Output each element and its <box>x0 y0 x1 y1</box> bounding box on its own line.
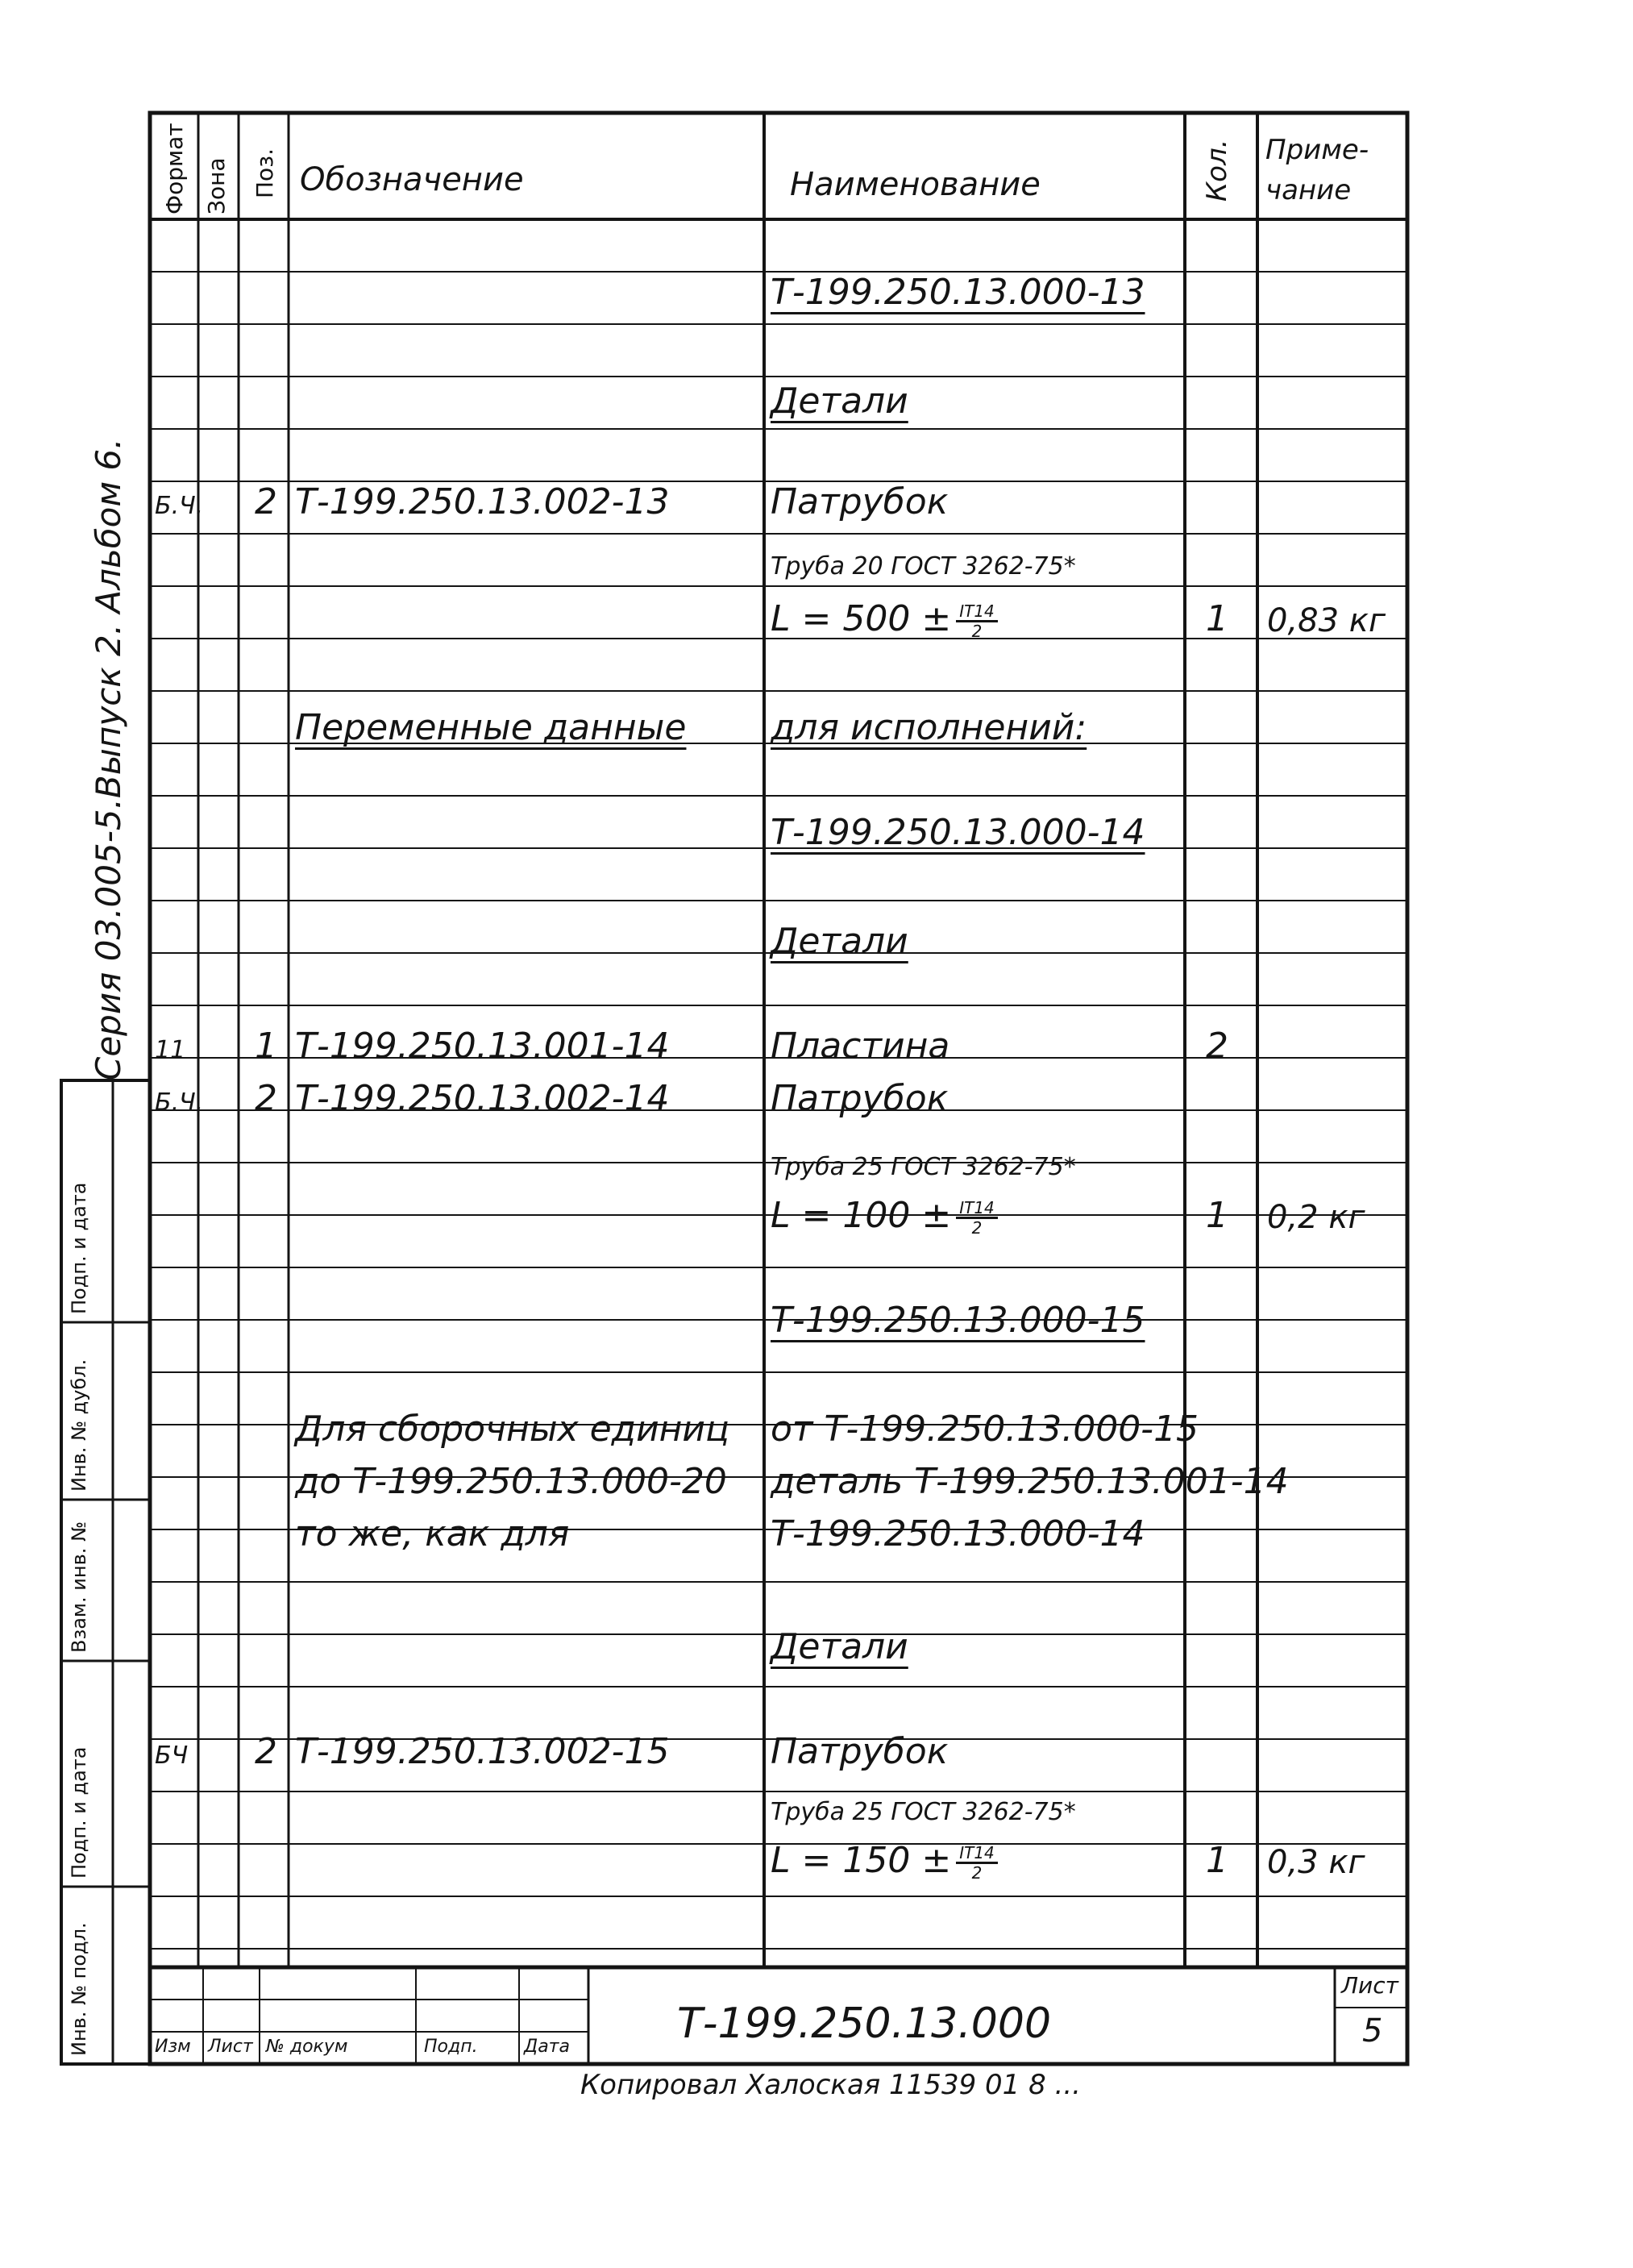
stamp-inv-dubl: Инв. № дубл. <box>68 1359 90 1492</box>
tolerance-bottom: 2 <box>971 1217 983 1238</box>
row-format: БЧ <box>155 1742 189 1770</box>
tolerance-fraction <box>956 602 998 640</box>
header-qty: Кол. <box>1201 139 1233 202</box>
row-name: Труба 25 ГОСТ 3262-75* <box>771 1798 1076 1826</box>
stamp-vzam-inv: Взам. инв. № <box>68 1521 90 1653</box>
footer-copied: Копировал Халоская 11539 01 8 ... <box>580 2069 1081 2101</box>
row-name: Т-199.250.13.000-13 <box>771 272 1145 313</box>
row-name: для исполнений: <box>771 707 1087 748</box>
row-designation: то же, как для <box>295 1513 570 1554</box>
tb-col-podp: Подп. <box>424 2037 478 2057</box>
row-name: Детали <box>771 381 908 422</box>
row-format: Б.Ч. <box>155 492 204 520</box>
tb-col-data: Дата <box>524 2037 570 2057</box>
row-format: 11 <box>155 1036 186 1064</box>
row-note: 0,3 кг <box>1267 1844 1365 1881</box>
tolerance-top: IT14 <box>956 602 998 622</box>
row-designation: Т-199.250.13.001-14 <box>295 1026 670 1067</box>
row-name: Патрубок <box>771 481 949 522</box>
row-pos: 2 <box>255 481 277 522</box>
row-qty: 2 <box>1206 1026 1228 1067</box>
row-qty: 1 <box>1206 598 1228 639</box>
header-note-1: Приме- <box>1265 134 1369 166</box>
row-name: Т-199.250.13.000-14 <box>771 1513 1145 1554</box>
row-pos: 1 <box>255 1026 277 1067</box>
tolerance-bottom: 2 <box>971 1862 983 1883</box>
header-note-2: чание <box>1265 174 1352 206</box>
header-format: Формат <box>161 123 188 214</box>
series-title: Серия 03.005-5.Выпуск 2. Альбом 6. <box>89 438 128 1080</box>
stamp-inv-podl: Инв. № подл. <box>68 1922 90 2056</box>
row-pos: 2 <box>255 1731 277 1772</box>
row-name: L = 500 ± $\frac{IT14}{2}$ <box>771 601 998 640</box>
row-name: Патрубок <box>771 1731 949 1772</box>
row-name: Труба 25 ГОСТ 3262-75* <box>771 1153 1076 1181</box>
row-designation: Т-199.250.13.002-14 <box>295 1078 670 1119</box>
row-designation: Для сборочных единиц <box>295 1409 729 1450</box>
tb-col-izm: Изм <box>155 2037 191 2057</box>
header-zone: Зона <box>203 157 230 214</box>
row-designation: Т-199.250.13.002-13 <box>295 481 670 522</box>
tolerance-top: IT14 <box>956 1844 998 1864</box>
row-designation: Переменные данные <box>295 707 687 748</box>
row-qty: 1 <box>1206 1840 1228 1881</box>
tb-col-dokum: № докум <box>266 2037 348 2057</box>
row-designation: до Т-199.250.13.000-20 <box>295 1461 727 1502</box>
tolerance-fraction <box>956 1844 998 1882</box>
sheet-number: 5 <box>1362 2012 1383 2050</box>
row-designation: Т-199.250.13.002-15 <box>295 1731 670 1772</box>
row-qty: 1 <box>1206 1195 1228 1236</box>
tolerance-top: IT14 <box>956 1199 998 1219</box>
row-pos: 2 <box>255 1078 277 1119</box>
row-name: деталь Т-199.250.13.001-14 <box>771 1461 1289 1502</box>
row-name: Труба 20 ГОСТ 3262-75* <box>771 552 1076 581</box>
row-name: L = 150 ± $\frac{IT14}{2}$ <box>771 1843 998 1882</box>
tolerance-fraction <box>956 1199 998 1237</box>
tb-col-list: Лист <box>208 2037 253 2057</box>
row-name: L = 100 ± $\frac{IT14}{2}$ <box>771 1198 998 1237</box>
row-name: Т-199.250.13.000-15 <box>771 1300 1145 1341</box>
doc-number: Т-199.250.13.000 <box>677 2000 1052 2048</box>
row-name: Патрубок <box>771 1078 949 1119</box>
header-pos: Поз. <box>251 148 278 198</box>
stamp-podp-data-1: Подп. и дата <box>68 1746 90 1879</box>
row-name: Детали <box>771 1626 908 1667</box>
row-name: Пластина <box>771 1026 950 1067</box>
row-name: от Т-199.250.13.000-15 <box>771 1409 1199 1450</box>
tolerance-bottom: 2 <box>971 621 983 641</box>
row-name: Детали <box>771 921 908 962</box>
row-format: Б.Ч. <box>155 1088 204 1117</box>
row-note: 0,83 кг <box>1267 602 1386 639</box>
row-name: Т-199.250.13.000-14 <box>771 812 1145 853</box>
sheet-label: Лист <box>1341 1972 1398 1999</box>
stamp-podp-data-2: Подп. и дата <box>68 1182 90 1314</box>
header-name: Наименование <box>790 166 1041 203</box>
header-designation: Обозначение <box>300 161 524 198</box>
row-note: 0,2 кг <box>1267 1199 1365 1236</box>
